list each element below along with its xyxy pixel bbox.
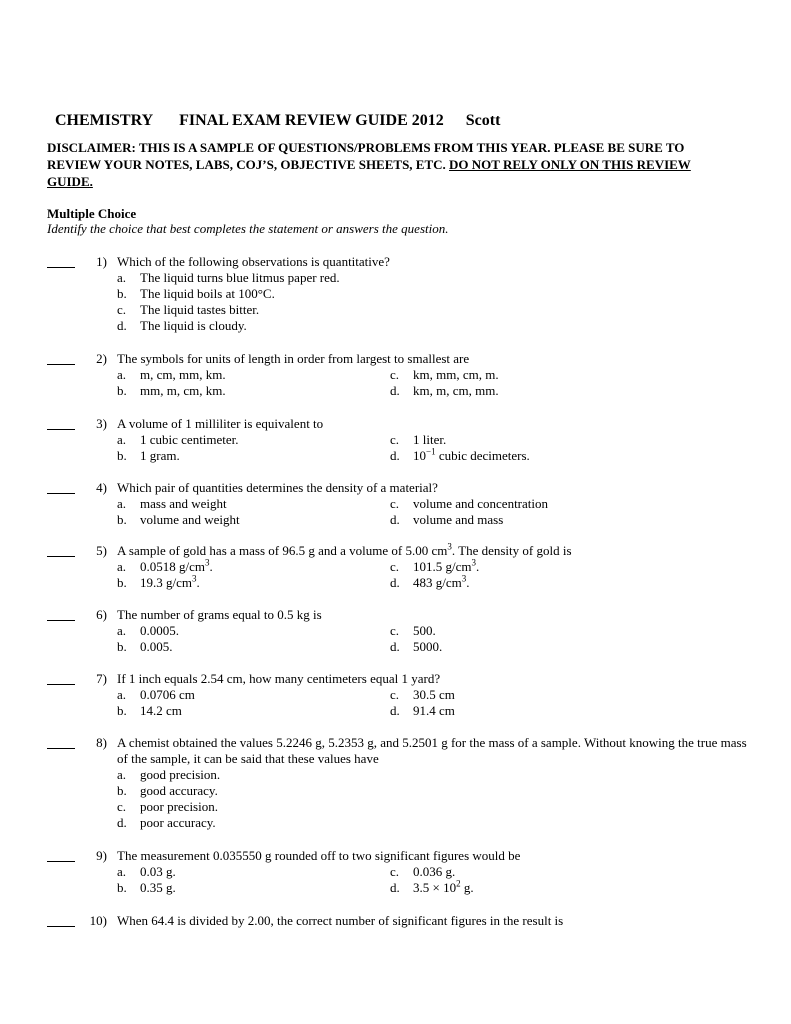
superscript: 3 xyxy=(205,557,210,568)
question-number: 5) xyxy=(96,543,107,558)
option-text: 1 liter. xyxy=(413,432,447,447)
option-body xyxy=(140,270,340,286)
option-text: volume and mass xyxy=(413,512,504,527)
option-b[interactable] xyxy=(117,448,377,464)
option-text: 0.005. xyxy=(140,639,173,654)
question-10 xyxy=(47,913,747,993)
answer-blank[interactable] xyxy=(47,351,75,365)
option-b[interactable] xyxy=(117,286,747,302)
option-d[interactable] xyxy=(117,318,747,334)
question-stem xyxy=(117,913,747,929)
option-body xyxy=(140,783,218,799)
option-letter: d. xyxy=(390,448,400,463)
option-letter: d. xyxy=(390,880,400,895)
option-body xyxy=(140,302,259,318)
option-grid xyxy=(117,559,747,591)
option-letter: a. xyxy=(117,767,127,782)
option-body xyxy=(413,687,455,703)
option-text: 91.4 cm xyxy=(413,703,455,718)
option-letter: a. xyxy=(117,687,127,702)
option-body xyxy=(140,703,182,719)
option-body xyxy=(140,575,200,591)
option-body xyxy=(140,559,213,575)
option-body xyxy=(413,383,499,399)
option-text: poor accuracy. xyxy=(140,815,216,830)
title-main: FINAL EXAM REVIEW GUIDE 2012 xyxy=(179,112,444,129)
option-a[interactable] xyxy=(117,687,377,703)
option-body xyxy=(140,767,220,783)
option-letter: b. xyxy=(117,512,127,527)
option-letter: a. xyxy=(117,270,127,285)
option-b[interactable] xyxy=(117,703,377,719)
option-body xyxy=(413,639,442,655)
option-body xyxy=(140,639,173,655)
option-b[interactable] xyxy=(117,783,747,799)
option-letter: b. xyxy=(117,575,127,590)
option-text-suffix: cubic decimeters. xyxy=(435,448,530,463)
option-a[interactable] xyxy=(117,432,377,448)
option-text-suffix: g. xyxy=(460,880,474,895)
option-text: m, cm, mm, km. xyxy=(140,367,226,382)
option-text: 0.35 g. xyxy=(140,880,176,895)
option-text: 0.0518 g/cm xyxy=(140,559,205,574)
option-text: km, mm, cm, m. xyxy=(413,367,499,382)
option-body xyxy=(413,864,455,880)
option-text: 1 gram. xyxy=(140,448,180,463)
option-text: 483 g/cm xyxy=(413,575,462,590)
option-b[interactable] xyxy=(117,383,377,399)
option-body xyxy=(413,703,455,719)
question-number: 7) xyxy=(96,671,107,686)
option-text-suffix: . xyxy=(476,559,480,574)
option-c[interactable] xyxy=(390,623,650,639)
question-number: 10) xyxy=(89,913,107,928)
option-b[interactable] xyxy=(117,512,377,528)
answer-blank[interactable] xyxy=(47,913,75,927)
option-letter: b. xyxy=(117,783,127,798)
option-d[interactable] xyxy=(390,383,650,399)
answer-blank[interactable] xyxy=(47,416,75,430)
title-subject: CHEMISTRY xyxy=(55,112,154,129)
option-text: 3.5 × 10 xyxy=(413,880,457,895)
option-body xyxy=(140,815,216,831)
option-text: The liquid is cloudy. xyxy=(140,318,247,333)
option-text: The liquid tastes bitter. xyxy=(140,302,260,317)
option-body xyxy=(413,575,470,591)
option-b[interactable] xyxy=(117,880,377,896)
option-text: 0.0706 cm xyxy=(140,687,195,702)
option-text: 101.5 g/cm xyxy=(413,559,472,574)
option-letter: c. xyxy=(390,559,400,574)
option-text: 19.3 g/cm xyxy=(140,575,192,590)
option-body xyxy=(413,367,499,383)
option-letter: b. xyxy=(117,286,127,301)
option-d[interactable] xyxy=(390,575,650,591)
option-letter: a. xyxy=(117,432,127,447)
superscript: 3 xyxy=(447,541,452,552)
answer-blank[interactable] xyxy=(47,671,75,685)
option-letter: a. xyxy=(117,496,127,511)
superscript: 3 xyxy=(471,557,476,568)
option-text: 30.5 cm xyxy=(413,687,455,702)
option-text-suffix: . xyxy=(196,575,200,590)
question-number: 8) xyxy=(96,735,107,750)
stem-text: If 1 inch equals 2.54 cm, how many centimeters equal 1 yard? xyxy=(117,671,441,686)
option-b[interactable] xyxy=(117,575,377,591)
option-letter: c. xyxy=(390,687,400,702)
answer-blank[interactable] xyxy=(47,735,75,749)
option-body xyxy=(140,512,240,528)
option-letter: c. xyxy=(390,496,400,511)
question-stem xyxy=(117,480,747,496)
option-body xyxy=(140,496,227,512)
option-grid xyxy=(117,496,747,528)
option-body xyxy=(140,880,176,896)
question-number: 4) xyxy=(96,480,107,495)
question-number: 1) xyxy=(96,254,107,269)
option-body xyxy=(140,623,179,639)
question-stem xyxy=(117,607,747,623)
stem-text: The number of grams equal to 0.5 kg is xyxy=(117,607,322,622)
option-a[interactable] xyxy=(117,623,377,639)
option-body xyxy=(413,880,474,896)
option-d[interactable] xyxy=(390,639,650,655)
question-number: 2) xyxy=(96,351,107,366)
option-a[interactable] xyxy=(117,367,377,383)
option-text: 1 cubic centimeter. xyxy=(140,432,239,447)
option-text: good accuracy. xyxy=(140,783,218,798)
option-body xyxy=(140,432,239,448)
superscript: −1 xyxy=(426,446,436,457)
option-b[interactable] xyxy=(117,639,377,655)
answer-blank[interactable] xyxy=(47,480,75,494)
option-text-suffix: . xyxy=(466,575,470,590)
option-text: 10 xyxy=(413,448,426,463)
question-stem xyxy=(117,351,747,367)
option-letter: a. xyxy=(117,623,127,638)
option-body xyxy=(140,318,247,334)
disclaimer xyxy=(47,139,737,190)
stem-text: A chemist obtained the values 5.2246 g, 5.2353 g, and 5.2501 g for the mass of a sample. Without knowing the true mass of the sample, it can be said that these values have xyxy=(117,735,747,766)
option-c[interactable] xyxy=(390,432,650,448)
question-8 xyxy=(47,735,747,830)
option-letter: a. xyxy=(117,559,127,574)
option-text: good precision. xyxy=(140,767,221,782)
option-grid xyxy=(117,687,747,719)
disclaimer-underlined: DO NOT RELY ONLY ON THIS REVIEW GUIDE. xyxy=(47,157,691,189)
option-d[interactable] xyxy=(390,448,650,464)
question-stem xyxy=(117,543,747,559)
option-letter: d. xyxy=(390,639,400,654)
option-text: mm, m, cm, km. xyxy=(140,383,226,398)
option-letter: b. xyxy=(117,703,127,718)
option-text: 5000. xyxy=(413,639,443,654)
question-stem xyxy=(117,416,747,432)
page-title xyxy=(47,94,500,130)
option-text: 500. xyxy=(413,623,436,638)
superscript: 2 xyxy=(456,878,461,889)
answer-blank[interactable] xyxy=(47,607,75,621)
option-list xyxy=(117,270,747,334)
option-letter: b. xyxy=(117,639,127,654)
option-text: 0.03 g. xyxy=(140,864,176,879)
option-letter: c. xyxy=(390,623,400,638)
option-body xyxy=(413,559,479,575)
option-text: The liquid turns blue litmus paper red. xyxy=(140,270,340,285)
stem-text: The symbols for units of length in order from largest to smallest are xyxy=(117,351,470,366)
option-letter: d. xyxy=(390,383,400,398)
option-grid xyxy=(117,432,747,464)
option-letter: c. xyxy=(390,432,400,447)
option-c[interactable] xyxy=(390,367,650,383)
option-body xyxy=(413,496,548,512)
stem-text: The measurement 0.035550 g rounded off to two significant figures would be xyxy=(117,848,521,863)
answer-blank[interactable] xyxy=(47,254,75,268)
question-number: 9) xyxy=(96,848,107,863)
option-c[interactable] xyxy=(117,799,747,815)
option-grid xyxy=(117,864,747,896)
option-letter: b. xyxy=(117,383,127,398)
question-stem xyxy=(117,671,747,687)
superscript: 3 xyxy=(461,573,467,584)
option-body xyxy=(140,864,176,880)
option-a[interactable] xyxy=(117,270,747,286)
question-stem xyxy=(117,254,747,270)
stem-text-suffix: . The density of gold is xyxy=(451,543,572,558)
option-text: km, m, cm, mm. xyxy=(413,383,499,398)
option-d[interactable] xyxy=(390,512,650,528)
option-body xyxy=(413,512,503,528)
option-body xyxy=(413,432,446,448)
option-c[interactable] xyxy=(117,302,747,318)
option-body xyxy=(140,448,180,464)
option-text: The liquid boils at 100°C. xyxy=(140,286,275,301)
option-text: 0.0005. xyxy=(140,623,179,638)
answer-blank[interactable] xyxy=(47,848,75,862)
option-d[interactable] xyxy=(390,880,650,896)
section-heading: Multiple Choice xyxy=(47,206,137,221)
option-text: 0.036 g. xyxy=(413,864,456,879)
option-c[interactable] xyxy=(390,864,650,880)
option-c[interactable] xyxy=(390,687,650,703)
option-grid xyxy=(117,367,747,399)
title-author: Scott xyxy=(465,112,501,129)
option-letter: b. xyxy=(117,880,127,895)
option-letter: d. xyxy=(390,512,400,527)
option-letter: d. xyxy=(390,575,400,590)
stem-text: When 64.4 is divided by 2.00, the correct number of significant figures in the result is xyxy=(117,913,564,928)
stem-text: A sample of gold has a mass of 96.5 g and a volume of 5.00 cm xyxy=(117,543,448,558)
option-body xyxy=(140,367,226,383)
option-a[interactable] xyxy=(117,496,377,512)
option-letter: d. xyxy=(117,318,127,333)
option-letter: d. xyxy=(117,815,127,830)
option-body xyxy=(140,799,218,815)
option-body xyxy=(140,687,195,703)
option-letter: c. xyxy=(117,799,127,814)
question-number: 3) xyxy=(96,416,107,431)
option-text-suffix: . xyxy=(209,559,213,574)
option-letter: d. xyxy=(390,703,400,718)
option-d[interactable] xyxy=(390,703,650,719)
question-1 xyxy=(47,254,747,334)
stem-text: Which of the following observations is quantitative? xyxy=(117,254,390,269)
option-text: volume and weight xyxy=(140,512,240,527)
option-body xyxy=(413,623,436,639)
option-c[interactable] xyxy=(390,559,650,575)
option-letter: c. xyxy=(390,367,400,382)
option-body xyxy=(413,448,530,464)
option-text: poor precision. xyxy=(140,799,218,814)
option-letter: a. xyxy=(117,367,127,382)
option-text: volume and concentration xyxy=(413,496,549,511)
question-stem xyxy=(117,735,747,767)
option-d[interactable] xyxy=(117,815,747,831)
option-text: mass and weight xyxy=(140,496,227,511)
question-stem xyxy=(117,848,747,864)
option-list xyxy=(117,767,747,831)
option-c[interactable] xyxy=(390,496,650,512)
option-letter: b. xyxy=(117,448,127,463)
stem-text: Which pair of quantities determines the density of a material? xyxy=(117,480,438,495)
superscript: 3 xyxy=(192,573,197,584)
option-text: 14.2 cm xyxy=(140,703,182,718)
option-a[interactable] xyxy=(117,559,377,575)
option-body xyxy=(140,286,275,302)
stem-text: A volume of 1 milliliter is equivalent to xyxy=(117,416,324,431)
option-a[interactable] xyxy=(117,767,747,783)
option-letter: a. xyxy=(117,864,127,879)
option-letter: c. xyxy=(390,864,400,879)
option-a[interactable] xyxy=(117,864,377,880)
disclaimer-text: DISCLAIMER: THIS IS A SAMPLE OF QUESTIONS/PROBLEMS FROM THIS YEAR. PLEASE BE SURE TO REVIEW YOUR NOTES, LABS, COJ’S, OBJECTIVE SHEETS, ETC. xyxy=(47,140,685,172)
option-letter: c. xyxy=(117,302,127,317)
question-number: 6) xyxy=(96,607,107,622)
section-instructions: Identify the choice that best completes the statement or answers the question. xyxy=(47,221,449,236)
option-grid xyxy=(117,623,747,655)
answer-blank[interactable] xyxy=(47,543,75,557)
option-body xyxy=(140,383,226,399)
